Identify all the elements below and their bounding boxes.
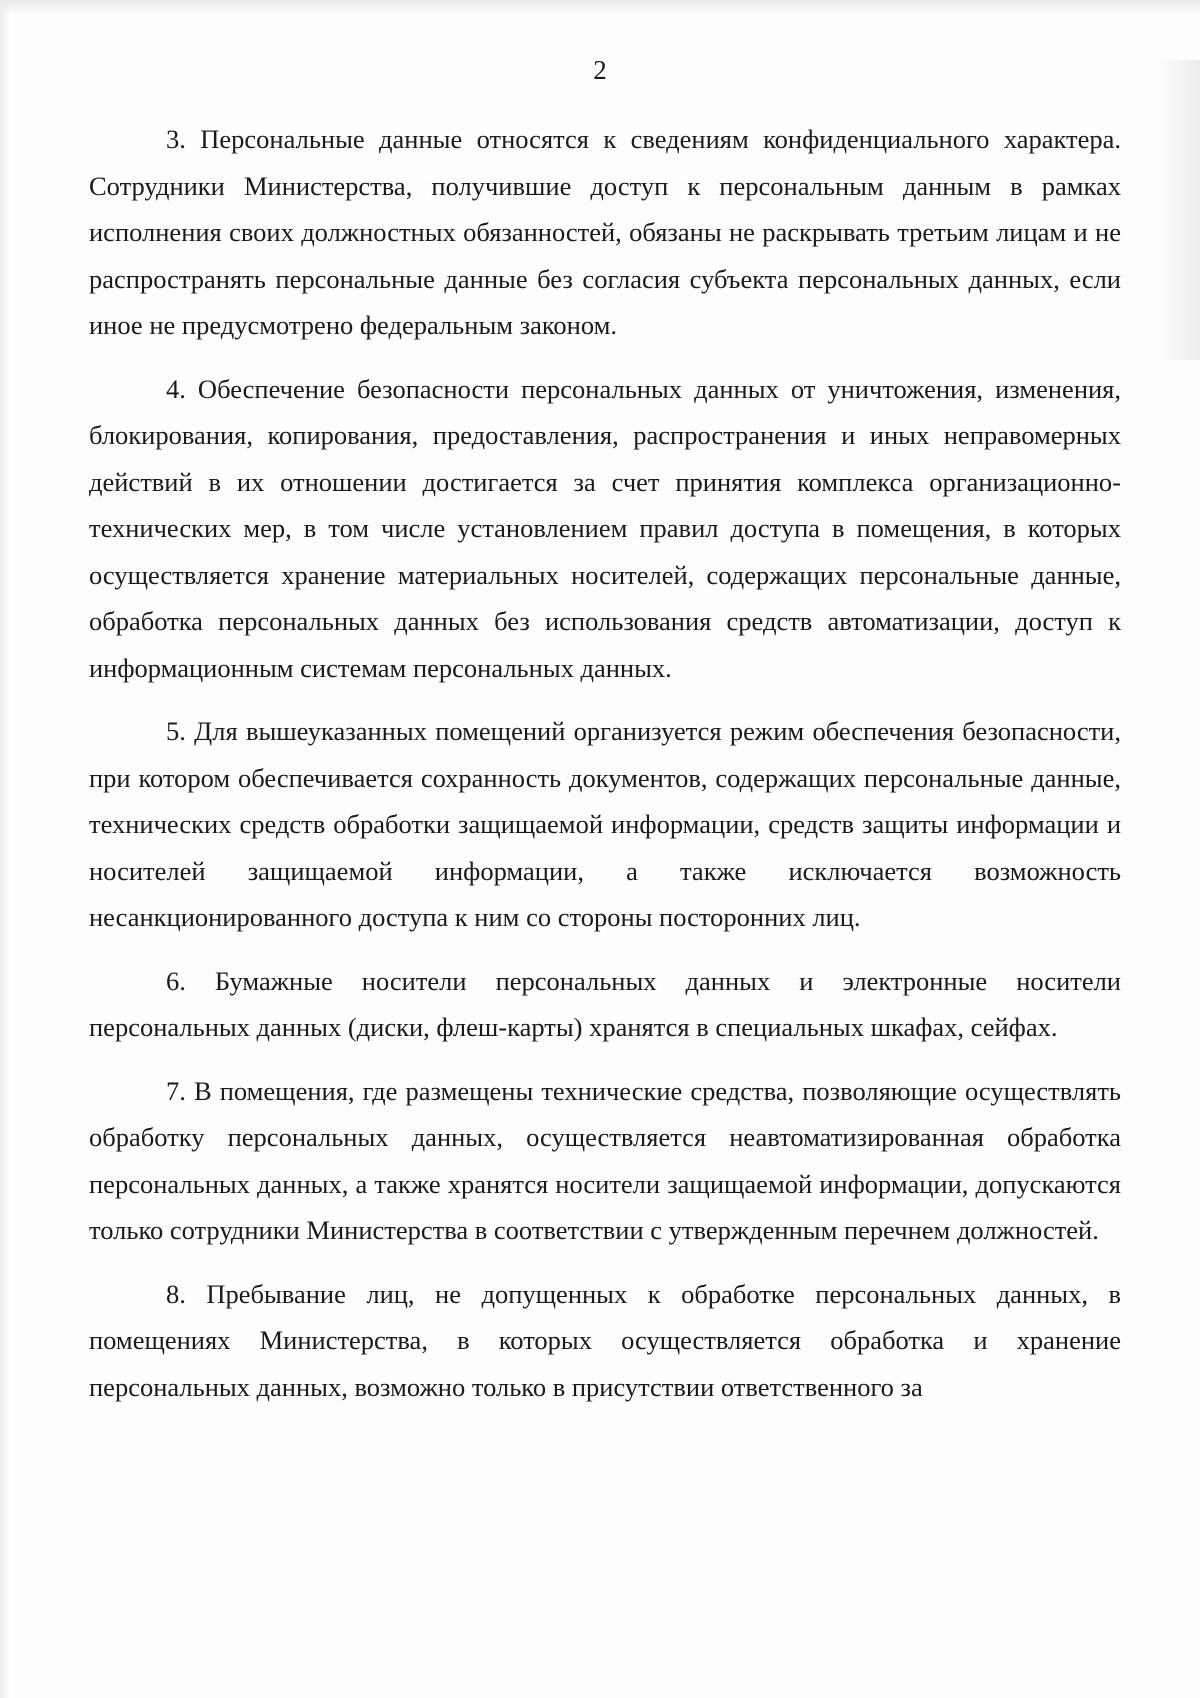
paragraph-4: 4. Обеспечение безопасности персональных данных от уничтожения, изменения, блокирования, копирования, предоставления, распространения и иных неправомерных действий в их отношении достигается за счет принятия комплекса организационно-технических мер, в том числе установлением правил доступа в помещения, в которых осуществляется хранение материальных носителей, содержащих персональные данные, обработка персональных данных без использования средств автоматизации, доступ к информационным системам персональных данных. [89, 373, 1121, 683]
scan-edge-shadow [1160, 60, 1200, 360]
paragraph-7: 7. В помещения, где размещены технические средства, позволяющие осуществлять обработку персональных данных, осуществляется неавтоматизированная обработка персональных данных, а также хранятся носители защищаемой информации, допускаются только сотрудники Министерства в соответствии с утвержденным перечнем должностей. [89, 1075, 1121, 1245]
document-body [89, 116, 1121, 1410]
paragraph-3: 3. Персональные данные относятся к сведениям конфиденциального характера. Сотрудники Министерства, получившие доступ к персональным данным в рамках исполнения своих должностных обязанностей, обязаны не раскрывать третьим лицам и не распространять персональные данные без согласия субъекта персональных данных, если иное не предусмотрено федеральным законом. [89, 124, 1121, 340]
scan-edge-shadow [0, 0, 1200, 14]
paragraph-6: 6. Бумажные носители персональных данных и электронные носители персональных данных (диски, флеш-карты) хранятся в специальных шкафах, сейфах. [89, 965, 1121, 1042]
page-number: 2 [593, 55, 607, 85]
paragraph-5: 5. Для вышеуказанных помещений организуется режим обеспечения безопасности, при котором обеспечивается сохранность документов, содержащих персональные данные, технических средств обработки защищаемой информации, средств защиты информации и носителей защищаемой информации, а также исключается возможность несанкционированного доступа к ним со стороны посторонних лиц. [89, 716, 1121, 932]
scan-edge-shadow [0, 0, 10, 1698]
paragraph-8: 8. Пребывание лиц, не допущенных к обработке персональных данных, в помещениях Министерства, в которых осуществляется обработка и хранение персональных данных, возможно только в присутствии ответственного за [89, 1278, 1121, 1402]
